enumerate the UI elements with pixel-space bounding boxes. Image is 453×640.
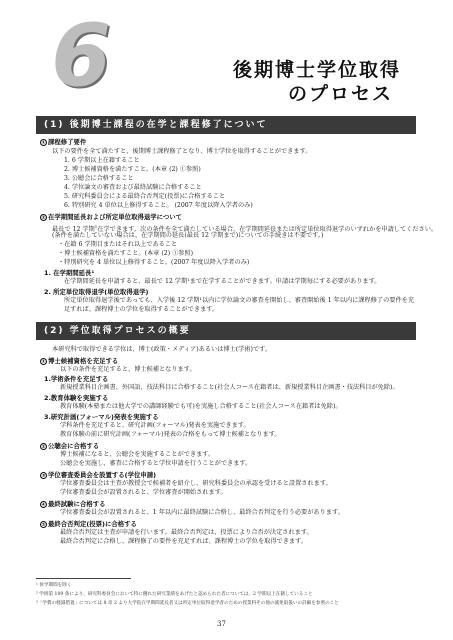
footnote: ¹ 休学期間を除く xyxy=(36,583,72,588)
chapter-title-line1: 後期博士学位取得 xyxy=(232,59,401,81)
sub1-item: 4. 学位論文の審査および最終試験に合格すること xyxy=(64,184,202,191)
step-num: ② xyxy=(41,443,46,450)
step-text: 博士候補になると、公聴会を実施することができます。 xyxy=(60,451,215,458)
step-text: 公聴会を実施し、審査に合格すると学位申請を行うことができます。 xyxy=(60,460,252,467)
step-text: 学位審査委員会は主査が教授会で候補者を紹介し、研究科委員会の承認を受けると設置されます。 xyxy=(60,480,332,487)
step-heading xyxy=(40,500,106,508)
opt1-title: 1. 在学期間延長¹ xyxy=(44,269,95,277)
step-text: 以下の条件を充足すると、博士候補となります。 xyxy=(60,366,196,373)
sub2-bullet: ・博士候補資格を満たすこと。(本章 (2) ①参照) xyxy=(58,250,194,257)
step-title: 博士候補資格を充足する xyxy=(48,357,119,365)
footnote: ² 学則第 109 条により、研究科委員会において特に優れた研究業績をあげたと認められた者については、2 学期以上在籍していること xyxy=(36,592,313,597)
footnote: ³「学費の軽減措置」については 8 章 2 より大学院在学期間延長者又は所定単位取得退学者のための授業料その他の減免取扱いの詳細を参照のこと xyxy=(36,601,339,606)
step-num: ③ xyxy=(41,472,46,479)
sub1-heading xyxy=(40,138,86,146)
step-subtitle: 2.教育体験を実施する xyxy=(44,394,109,402)
step-text: 学位審査委員会が設置されると、1 年以内に最終試験に合格し、最終合否判定を行う必要があります。 xyxy=(60,509,344,516)
opt1-text: 在学期間延長を申請すると、最長で 12 学期¹まで在学することができます。申請は学期毎にする必要があります。 xyxy=(64,278,381,285)
step-text: 最終合否判定に合格し、課程修了の要件を充足すれば、課程博士の学位を取得できます。 xyxy=(60,538,308,545)
step-heading xyxy=(40,520,137,528)
sub1-title: 課程修了要件 xyxy=(48,138,87,146)
sub1-num: ① xyxy=(41,139,46,146)
step-subtitle: 3.研究計画(フォーマル)発表を実施する xyxy=(44,413,159,421)
step-heading xyxy=(40,442,99,450)
step-num: ④ xyxy=(41,501,46,508)
footnote-rule xyxy=(36,578,131,579)
step-num: ⑤ xyxy=(41,521,46,528)
sub2-bullet: ・在籍 6 学期目またはそれ以上であること xyxy=(58,241,178,248)
step-heading xyxy=(40,357,118,365)
step-text: 学科条件を充足すると、研究計画(フォーマル)発表を実施できます。 xyxy=(60,422,250,429)
sub1-item: 2. 博士候補資格を満たすこと。(本章 (2) ①参照) xyxy=(64,166,201,173)
step-num: ① xyxy=(41,358,46,365)
sub2-bullet: ・特別研究を 4 単位以上修得すること。(2007 年度以降入学者のみ) xyxy=(58,259,250,266)
step-text: 教育体験の前に研究計画(フォーマル)発表の合格をもって博士候補となります。 xyxy=(60,431,281,438)
step-text: 教育体験(本塾または他大学での講師経験でも可)を実施し合格すること(社会人コース在籍者は免除)。 xyxy=(60,403,342,410)
section2-heading: (2) 学位取得プロセスの概要 xyxy=(36,322,416,340)
sub1-intro: 以下の要件を全て満たすと、後期博士課程修了となり、博士学位を取得することができます。 xyxy=(52,148,312,155)
sub2-text1: 最長で 12 学期$^1$在学できます。次の条件を全て満たしている場合、在学期間延長または所定単位取得退学のいずれかを申請してください。 xyxy=(52,224,438,234)
opt2-title: 2. 所定単位取得退学(単位取得退学) xyxy=(44,288,149,296)
sub1-item: 6. 特別研究 4 単位以上修得すること。 (2007 年度以降入学者のみ) xyxy=(64,202,253,209)
step-title: 最終合否判定(投票)に合格する xyxy=(48,520,137,528)
step-subtitle: 1.学術条件を充足する xyxy=(44,375,109,383)
opt2-text1: 所定単位取得退学後であっても、入学後 12 学期¹以内に学位論文の審査を開始し、審査開始後 1 年以内に課程修了の要件を充 xyxy=(64,297,415,304)
sub2-title: 在学期間延長および所定単位取得退学について xyxy=(48,213,183,221)
page-number: 37 xyxy=(217,620,226,628)
sub2-text2: (条件を満たしていない場合は、在学期間の延長(最長 12 学期まで)についての手続きは不要です。) xyxy=(52,232,324,239)
step-heading xyxy=(40,471,156,479)
sub1-item: 3. 公聴会に合格すること xyxy=(64,175,134,182)
sub2-heading xyxy=(40,213,182,221)
step-text: 最終合否判定は主査が申請を行います。最終合否判定は、投票により合否が決定されます。 xyxy=(60,529,313,536)
step-text: 学位審査委員会が設置されると、学位審査が開始されます。 xyxy=(60,489,227,496)
step-title: 公聴会に合格する xyxy=(48,442,100,450)
chapter-title-line2: のプロセス xyxy=(287,83,393,105)
sub2-num: ② xyxy=(41,214,46,221)
sub1-item: 5. 研究科委員会による最終合否判定(投票)に合格すること xyxy=(64,193,226,200)
section1-heading: (1) 後期博士課程の在学と課程修了について xyxy=(36,116,416,134)
step-text: 新規授業科目企画書、外国語、技法科目に合格すること(社会人コース在籍者は、新規授業科目企画書・技法科目が免除)。 xyxy=(60,384,399,391)
sub1-item: 1. 6 学期以上在籍すること xyxy=(64,157,140,164)
chapter-number: 6 xyxy=(51,6,111,106)
section2-intro: 本研究科で取得できる学位は、博士(政策・メディア)あるいは博士(学術)です。 xyxy=(52,346,272,353)
step-title: 最終試験に合格する xyxy=(48,500,106,508)
step-title: 学位審査委員会を設置する(学位申請) xyxy=(48,471,157,479)
opt2-text2: 足すれば、課程博士の学位を取得することができます。 xyxy=(64,306,219,313)
